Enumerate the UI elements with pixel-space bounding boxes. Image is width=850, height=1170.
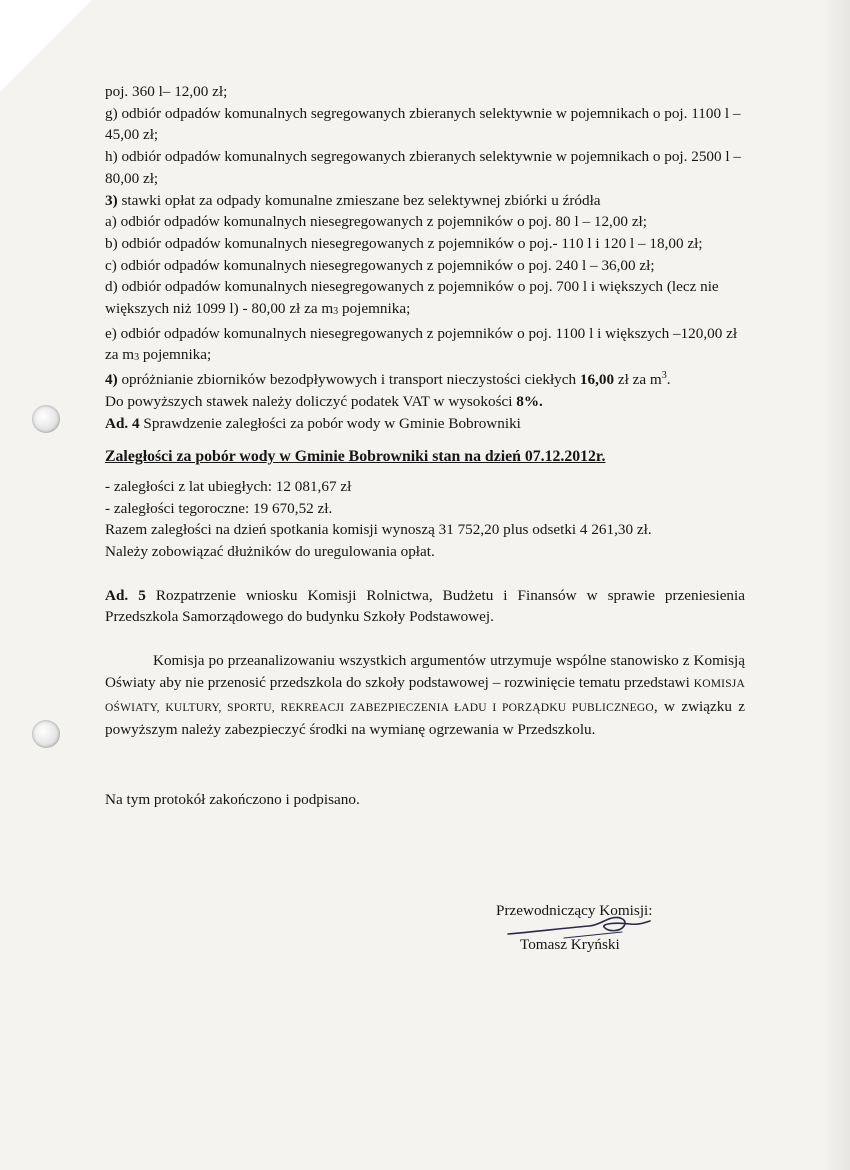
rate-line-g: g) odbiór odpadów komunalnych segregowanych zbieranych selektywnie w pojemnikach o poj. 1100 l – 45,00 zł; [105,104,741,144]
rate-line-e: e) odbiór odpadów komunalnych niesegregowanych z pojemników o poj. 1100 l i większych –120,00 zł za m3 pojemnika; [105,324,738,364]
agenda-item-4: Ad. 4 Sprawdzenie zaległości za pobór wody w Gminie Bobrowniki [105,414,521,432]
arrears-current-year: - zaległości tegoroczne: 19 670,52 zł. [105,499,333,517]
punch-hole-upper [32,405,60,433]
folded-corner [0,0,92,92]
signature-name: Tomasz Kryński [520,935,620,953]
rate-line-a: a) odbiór odpadów komunalnych niesegregowanych z pojemników o poj. 80 l – 12,00 zł; [105,213,647,231]
rate-line-h: h) odbiór odpadów komunalnych segregowanych zbieranych selektywnie w pojemnikach o poj. 2500 l – 80,00 zł; [105,148,742,187]
section-3-text: stawki opłat za odpady komunalne zmieszane bez selektywnej zbiórki u źródła [117,191,601,209]
signature-block [496,900,716,955]
section-3 [105,190,745,212]
section-4: 4) opróżnianie zbiorników bezodpływowych i transport nieczystości ciekłych 16,00 zł za $m^3$. [105,370,671,389]
rate-line-f-end: poj. 360 l– 12,00 zł; [105,83,228,100]
committee-position: Komisja po przeanalizowaniu wszystkich argumentów utrzymuje wspólne stanowisko z Komisją Oświaty aby nie przenosić przedszkola do szkoły podstawowej – rozwinięcie tematu przedstawi KOMISJA OŚWIATY, KULTURY, SPORTU, REKREACJI ZABEZPIECZENIA ŁADU I PORZĄDKU PUBLICZNEGO, w związku z powyższym należy zabezpieczyć środki na wymianę ogrzewania w Przedszkolu. [105,652,745,739]
punch-hole-lower [32,720,60,748]
signature-role: Przewodniczący Komisji: [496,902,653,919]
rate-line-d: d) odbiór odpadów komunalnych niesegregowanych z pojemników o poj. 700 l i większych (lecz nie większych niż 1099 l) - 80,00 zł za m3 pojemnika; [105,278,719,318]
arrears-obligation: Należy zobowiązać dłużników do uregulowania opłat. [105,543,435,561]
handwritten-signature [504,912,654,942]
vat-note: Do powyższych stawek należy doliczyć podatek VAT w wysokości 8%. [105,392,543,410]
page-edge-shadow [824,0,850,1170]
document-body [105,81,745,811]
rate-line-c: c) odbiór odpadów komunalnych niesegregowanych z pojemników o poj. 240 l – 36,00 zł; [105,256,655,274]
arrears-heading: Zaległości za pobór wody w Gminie Bobrowniki stan na dzień 07.12.2012r. [105,448,606,466]
closing-statement: Na tym protokół zakończono i podpisano. [105,790,360,808]
arrears-total: Razem zaległości na dzień spotkania komisji wynoszą 31 752,20 plus odsetki 4 261,30 zł. [105,521,652,539]
rate-line-b: b) odbiór odpadów komunalnych niesegregowanych z pojemników o poj.- 110 l i 120 l – 18,00 zł; [105,234,703,252]
arrears-previous-years: - zaległości z lat ubiegłych: 12 081,67 zł [105,477,352,495]
agenda-item-5: Ad. 5 Rozpatrzenie wniosku Komisji Rolnictwa, Budżetu i Finansów w sprawie przeniesienia Przedszkola Samorządowego do budynku Szkoły Podstawowej. [105,586,745,626]
section-3-number: 3) [105,191,118,209]
